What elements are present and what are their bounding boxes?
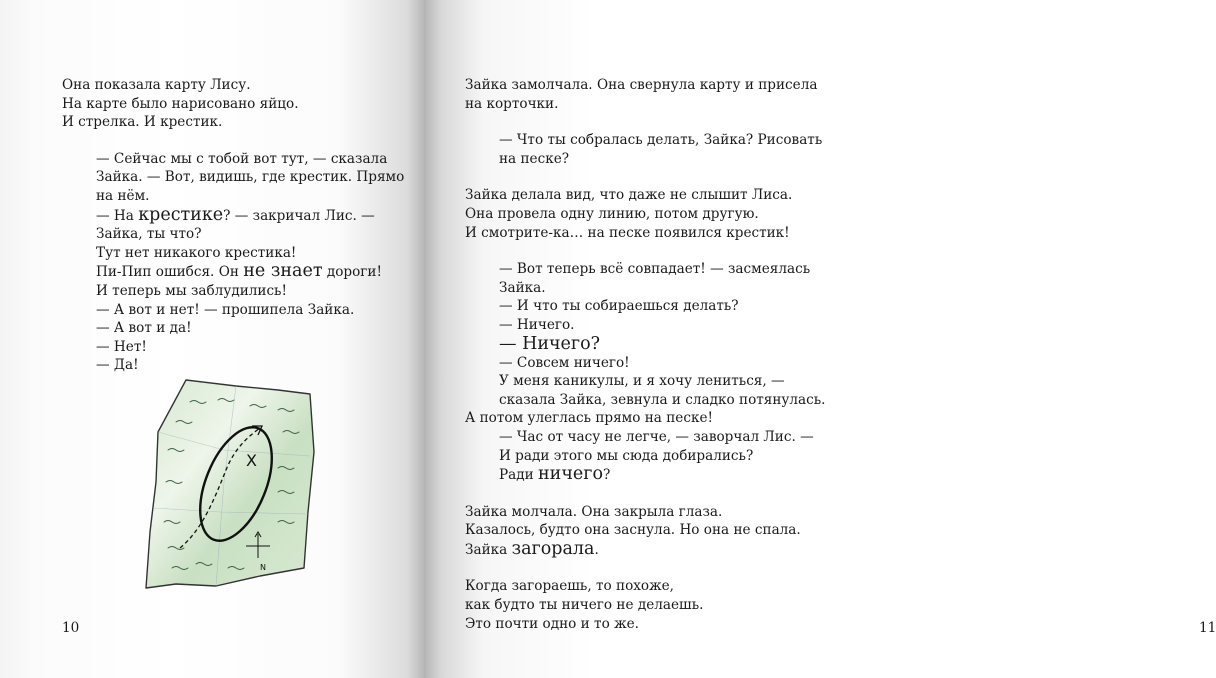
- text-line: Зайка. — Вот, видишь, где крестик. Прямо: [96, 169, 405, 186]
- text-span: Зайка: [465, 541, 512, 558]
- text-line: А потом улеглась прямо на песке!: [465, 410, 713, 427]
- paragraph-gap: [465, 559, 825, 577]
- text-line: на корточки.: [465, 95, 559, 112]
- page-number-right: 11: [1199, 620, 1216, 636]
- text-line: как будто ты ничего не делаешь.: [465, 597, 704, 614]
- text-line: Зайка, ты что?: [96, 226, 202, 243]
- compass-n-mark: N: [260, 563, 266, 572]
- text-line: Казалось, будто она заснула. Но она не спала.: [465, 522, 801, 539]
- text-line: И теперь мы заблудились!: [96, 282, 287, 299]
- text-line: Зайка молчала. Она закрыла глаза.: [465, 503, 723, 520]
- text-line: — Ничего.: [499, 316, 575, 333]
- paragraph-gap: [62, 132, 404, 150]
- left-page: [0, 0, 424, 678]
- text-line: Когда загораешь, то похоже,: [465, 578, 674, 595]
- text-line: на нём.: [96, 187, 150, 204]
- text-line: сказала Зайка, зевнула и сладко потянулась.: [499, 391, 826, 408]
- text-line: Зайка делала вид, что даже не слышит Лиса.: [465, 187, 793, 204]
- right-page-text: [465, 76, 825, 633]
- text-line: — Нет!: [96, 338, 147, 355]
- text-line: [465, 465, 825, 485]
- text-line: У меня каникулы, и я хочу лениться, —: [499, 373, 785, 390]
- text-line: На карте было нарисовано яйцо.: [62, 95, 299, 112]
- paragraph-gap: [465, 242, 825, 260]
- paragraph-gap: [465, 485, 825, 503]
- map-x-mark: X: [246, 451, 257, 470]
- text-line: Она показала карту Лису.: [62, 77, 251, 93]
- text-span: .: [594, 541, 599, 558]
- paragraph-gap: [465, 113, 825, 131]
- text-line: на песке?: [499, 150, 570, 167]
- text-line: — Совсем ничего!: [499, 354, 630, 371]
- text-line: — Час от часу не легче, — заворчал Лис. —: [499, 428, 814, 445]
- emphasis-word: ничего: [538, 464, 603, 485]
- text-line: И ради этого мы сюда добирались?: [499, 447, 754, 464]
- text-line: Она провела одну линию, потом другую.: [465, 205, 759, 222]
- text-line: Это почти одно и то же.: [465, 615, 639, 632]
- emphasis-word: загорала: [511, 538, 595, 559]
- text-line: — А вот и да!: [96, 320, 192, 337]
- text-line-emphasis: — Ничего?: [499, 333, 601, 354]
- text-span: ?: [602, 467, 611, 484]
- text-line: И стрелка. И крестик.: [62, 114, 223, 131]
- text-line: Тут нет никакого крестика!: [96, 244, 297, 261]
- paragraph-gap: [465, 168, 825, 186]
- text-span: Пи-Пип ошибся. Он: [96, 264, 244, 281]
- text-line: — Да!: [96, 357, 139, 374]
- emphasis-word: крестике: [138, 204, 224, 225]
- text-line: — И что ты собираешься делать?: [499, 298, 739, 315]
- text-line: Зайка.: [499, 279, 546, 296]
- text-line: Зайка замолчала. Она свернула карту и присела: [465, 77, 818, 93]
- text-span: ? — закричал Лис. —: [223, 207, 375, 224]
- text-line: [62, 262, 404, 282]
- text-line: — Что ты собралась делать, Зайка? Рисовать: [499, 132, 823, 149]
- text-line: — Вот теперь всё совпадает! — засмеялась: [499, 261, 811, 278]
- page-number-left: 10: [62, 620, 80, 636]
- left-page-text: [62, 76, 404, 375]
- text-line: [465, 540, 825, 560]
- text-span: — На: [96, 207, 139, 224]
- text-span: дороги!: [322, 264, 382, 281]
- text-line: [62, 206, 404, 226]
- text-span: Ради: [499, 467, 539, 484]
- text-line: — А вот и нет! — прошипела Зайка.: [96, 301, 355, 318]
- text-line: — Сейчас мы с тобой вот тут, — сказала: [96, 150, 388, 167]
- map-illustration: [128, 372, 328, 592]
- emphasis-word: не знает: [243, 261, 323, 282]
- text-line: И смотрите-ка… на песке появился крестик!: [465, 224, 790, 241]
